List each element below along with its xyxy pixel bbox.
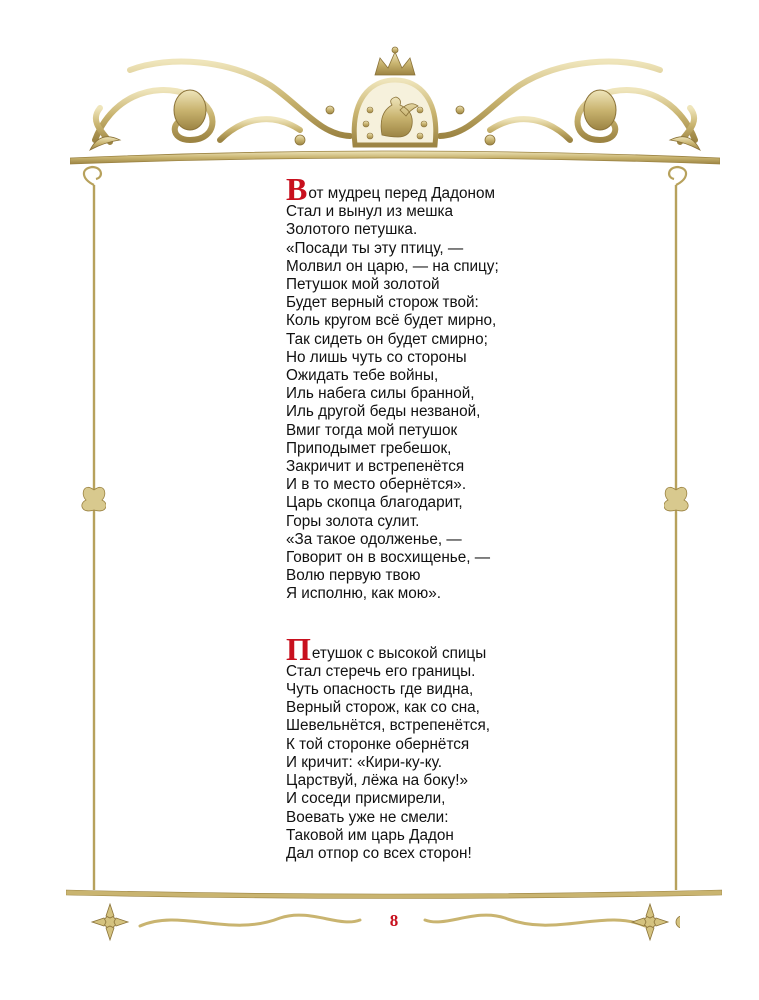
poem-line-text: Петушок мой золотой [286, 276, 440, 294]
rosette-icon [92, 904, 128, 940]
poem-line-text: И в то место обернётся». [286, 476, 467, 494]
poem-line [286, 531, 499, 549]
page-number: 8 [389, 911, 399, 930]
rosette-icon [676, 916, 680, 928]
stanza-1 [286, 171, 499, 604]
poem-line [286, 258, 499, 276]
stanza-2 [286, 630, 499, 863]
poem-line-text: Но лишь чуть со стороны [286, 348, 467, 366]
poem-line [286, 827, 499, 845]
poem-line [286, 422, 499, 440]
poem-line [286, 385, 499, 403]
poem-line-text: Горы золота сулит. [286, 512, 420, 530]
poem-line-text: Так сидеть он будет смирно; [286, 330, 488, 348]
poem-line-text: Таковой им царь Дадон [286, 826, 454, 844]
poem-line-text: Царствуй, лёжа на боку!» [286, 772, 468, 790]
poem-line-text: Стал стеречь его границы. [286, 662, 476, 680]
poem-line-text: Приподымет гребешок, [286, 439, 452, 457]
poem-line [286, 203, 499, 221]
poem-line [286, 809, 499, 827]
poem-line [286, 549, 499, 567]
poem-line-text: Говорит он в восхищенье, — [286, 549, 491, 567]
poem-line-text: Воевать уже не смели: [286, 808, 449, 826]
poem-line-text: И соседи присмирели, [286, 790, 446, 808]
poem-line-text: Ожидать тебе войны, [286, 367, 439, 385]
poem-line-text: от мудрец перед Дадоном [308, 185, 495, 202]
poem-line [286, 681, 499, 699]
poem-line [286, 440, 499, 458]
poem-line-text: Шевельнётся, встрепенётся, [286, 717, 490, 735]
poem-line-text: Будет верный сторож твой: [286, 294, 479, 312]
poem-line [286, 790, 499, 808]
poem-line-text: Верный сторож, как со сна, [286, 699, 480, 717]
poem-line [286, 630, 499, 667]
poem-line [286, 331, 499, 349]
poem-line [286, 699, 499, 717]
poem-line [286, 458, 499, 476]
drop-cap-initial: П [286, 630, 311, 667]
poem-line [286, 367, 499, 385]
poem-line-text: Волю первую твою [286, 567, 421, 585]
poem-line-text: Иль другой беды незваной, [286, 403, 481, 421]
poem-line [286, 567, 499, 585]
poem-line [286, 349, 499, 367]
poem-line-text: Стал и вынул из мешка [286, 203, 454, 221]
poem-line-text: Иль набега силы бранной, [286, 385, 475, 403]
poem-line-text: Молвил он царю, — на спицу; [286, 257, 499, 275]
poem-line [286, 312, 499, 330]
poem-line-text: Чуть опасность где видна, [286, 681, 474, 699]
poem-line-text: И кричит: «Кири-ку-ку. [286, 753, 442, 771]
poem-line [286, 476, 499, 494]
poem-line [286, 294, 499, 312]
poem-line [286, 171, 499, 207]
poem-line-text: Дал отпор со всех сторон! [286, 844, 472, 862]
poem-line-text: Вмиг тогда мой петушок [286, 421, 458, 439]
poem-line [286, 736, 499, 754]
poem-line [286, 513, 499, 531]
poem-line-text: «За такое одолженье, — [286, 530, 462, 548]
poem-line [286, 240, 499, 258]
poem-line [286, 494, 499, 512]
poem-line-text: Я исполню, как мою». [286, 585, 442, 603]
rosette-icon [632, 904, 668, 940]
poem-line [286, 754, 499, 772]
rooster-emblem-icon [354, 80, 436, 145]
crown-icon [375, 47, 415, 75]
poem-line [286, 845, 499, 863]
poem-line [286, 276, 499, 294]
drop-cap-initial: В [286, 171, 308, 207]
poem-line [286, 221, 499, 239]
poem-line-text: етушок с высокой спицы [311, 644, 487, 662]
poem-line [286, 772, 499, 790]
decorative-top-border-icon [70, 40, 720, 170]
poem-line-text: К той сторонке обернётся [286, 735, 470, 753]
poem-line [286, 717, 499, 735]
poem-line [286, 585, 499, 603]
poem-line-text: Золотого петушка. [286, 221, 418, 239]
side-flourish-icon [80, 165, 106, 905]
poem-line-text: «Посади ты эту птицу, — [286, 239, 464, 257]
side-flourish-icon [664, 165, 690, 905]
poem-line-text: Закричит и встрепенётся [286, 458, 465, 476]
poem-line [286, 403, 499, 421]
poem-line-text: Царь скопца благодарит, [286, 494, 463, 512]
poem-line-text: Коль кругом всё будет мирно, [286, 312, 497, 330]
poem-text [286, 171, 499, 863]
poem-line [286, 663, 499, 681]
